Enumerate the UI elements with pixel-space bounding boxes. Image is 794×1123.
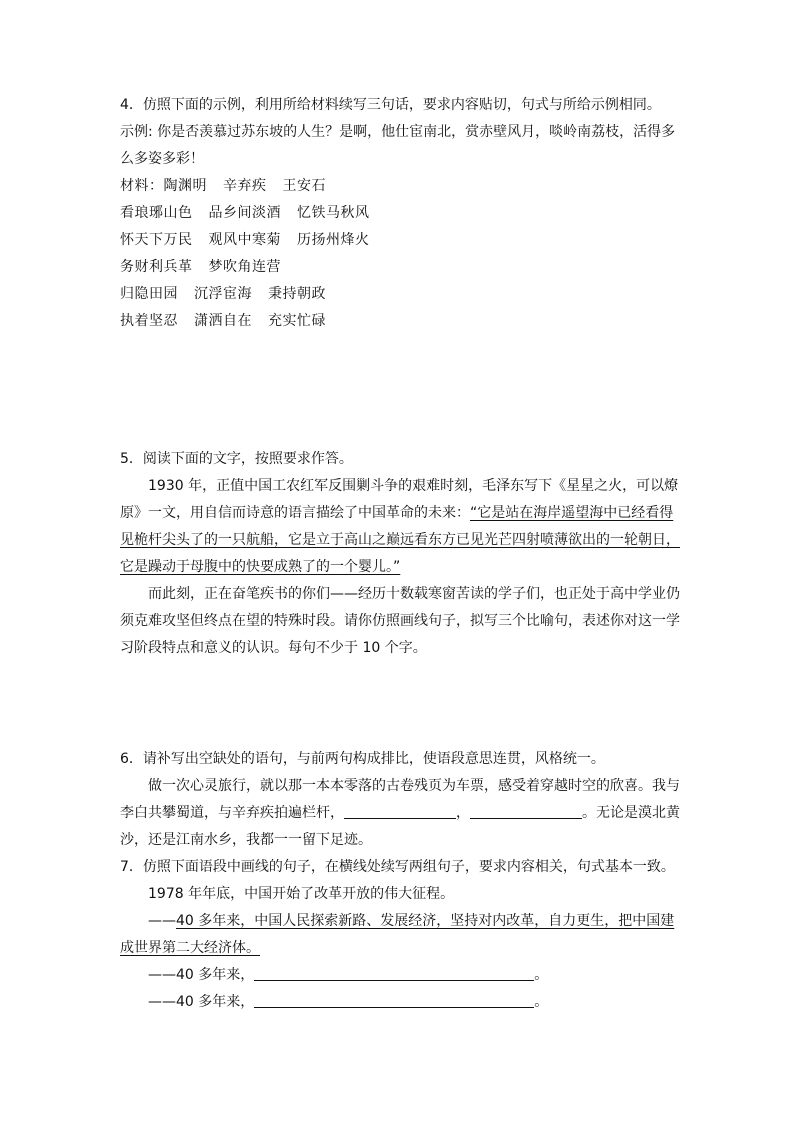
q4-phrase: 潇洒自在: [194, 313, 252, 329]
q4-phrase: 看琅琊山色: [120, 205, 193, 221]
question-5: [120, 446, 680, 662]
q5-underlined-quote-line: 见桅杆尖头了的一只航船，它是立于高山之巅远看东方已见光芒四射喷薄欲出的一轮朝日，: [120, 532, 680, 548]
q4-phrase: 观风中寒菊: [208, 232, 281, 248]
q7-fill-line-1: [120, 962, 680, 989]
q7-fill-line-2: [120, 989, 680, 1016]
q7-underlined-line: [120, 908, 680, 935]
q5-paragraph-2-line: 习阶段特点和意义的认识。每句不少于 10 个字。: [120, 640, 427, 656]
q4-materials: [120, 173, 680, 200]
q5-paragraph-2-line: 而此刻，正在奋笔疾书的你们——经历十数载寒窗苦读的学子们，也正处于高中学业仍: [148, 586, 680, 602]
q4-phrase: 怀天下万民: [120, 232, 193, 248]
question-4: [120, 92, 680, 335]
q7-underlined-sentence-end: 成世界第二大经济体。: [120, 940, 260, 956]
q7-fill-prefix: ——40 多年来，: [148, 967, 255, 983]
q4-example-line-1: 示例: 你是否羡慕过苏东坡的人生？是啊，他仕宦南北，赏赤壁风月，啖岭南荔枝，活得多: [120, 124, 676, 140]
q4-phrase-row: [120, 281, 680, 308]
q5-paragraph-1-line: 1930 年，正值中国工农红军反围剿斗争的艰难时刻，毛泽东写下《星星之火，可以燎: [148, 478, 679, 494]
q4-phrase: 归隐田园: [120, 286, 178, 302]
q6-blank-1[interactable]: [344, 800, 456, 819]
q7-dash: ——: [148, 913, 176, 929]
q4-phrase: 历扬州烽火: [297, 232, 370, 248]
q7-underlined-sentence: 40 多年来，中国人民探索新路、发展经济，坚持对内改革，自力更生，把中国建: [176, 913, 675, 929]
q4-phrase: 梦吹角连营: [208, 259, 281, 275]
q4-phrase: 秉持朝政: [268, 286, 326, 302]
q5-underlined-quote-line: 它是躁动于母腹中的快要成熟了的一个婴儿。”: [120, 559, 401, 575]
q6-text: 。无论是漠北黄: [582, 805, 680, 821]
q4-phrase: 品乡间淡酒: [208, 205, 281, 221]
q5-text: 原》一文，用自信而诗意的语言描绘了中国革命的未来：: [120, 505, 470, 521]
q6-line: 做一次心灵旅行，就以那一本本零落的古卷残页为车票，感受着穿越时空的欣喜。我与: [148, 778, 680, 794]
q6-line-with-blanks: [120, 800, 680, 827]
question-6: [120, 746, 680, 854]
q4-materials-label: 材料：陶渊明: [120, 178, 207, 194]
q4-phrase-row: [120, 308, 680, 335]
q7-fill-prefix: ——40 多年来，: [148, 994, 255, 1010]
q6-separator: ，: [456, 805, 470, 821]
q4-phrase: 忆铁马秋风: [297, 205, 370, 221]
q4-prompt: 4．仿照下面的示例，利用所给材料续写三句话，要求内容贴切，句式与所给示例相同。: [120, 97, 661, 113]
q4-material-name: 辛弃疾: [223, 178, 267, 194]
question-7: [120, 854, 680, 1016]
q5-paragraph-1-line: [120, 500, 680, 527]
q5-underlined-quote: “它是站在海岸遥望海中已经看得: [470, 505, 674, 521]
q4-phrase-row: [120, 227, 680, 254]
q6-prompt: 6．请补写出空缺处的语句，与前两句构成排比，使语段意思连贯，风格统一。: [120, 751, 605, 767]
q7-line: 1978 年年底，中国开始了改革开放的伟大征程。: [148, 886, 455, 902]
q6-blank-2[interactable]: [470, 800, 582, 819]
q4-material-name: 王安石: [282, 178, 326, 194]
q7-fill-suffix: 。: [534, 994, 549, 1010]
q4-example-line-2: 么多姿多彩！: [120, 151, 204, 167]
q7-fill-suffix: 。: [534, 967, 549, 983]
q4-phrase: 沉浮宦海: [194, 286, 252, 302]
q4-phrase-row: [120, 254, 680, 281]
q6-line: 沙，还是江南水乡，我都一一留下足迹。: [120, 832, 372, 848]
q5-paragraph-2-line: 须克难攻坚但终点在望的特殊时段。请你仿照画线句子，拟写三个比喻句，表述你对这一学: [120, 613, 680, 629]
q4-phrase: 务财利兵革: [120, 259, 193, 275]
q4-phrase: 执着坚忍: [120, 313, 178, 329]
q5-prompt: 5．阅读下面的文字，按照要求作答。: [120, 451, 353, 467]
q4-phrase: 充实忙碌: [268, 313, 326, 329]
q7-prompt: 7．仿照下面语段中画线的句子，在横线处续写两组句子，要求内容相关，句式基本一致。: [120, 859, 675, 875]
q7-fill-blank-2[interactable]: [254, 989, 534, 1008]
q6-text: 李白共攀蜀道，与辛弃疾拍遍栏杆，: [120, 805, 344, 821]
q7-fill-blank-1[interactable]: [254, 962, 534, 981]
q4-phrase-row: [120, 200, 680, 227]
